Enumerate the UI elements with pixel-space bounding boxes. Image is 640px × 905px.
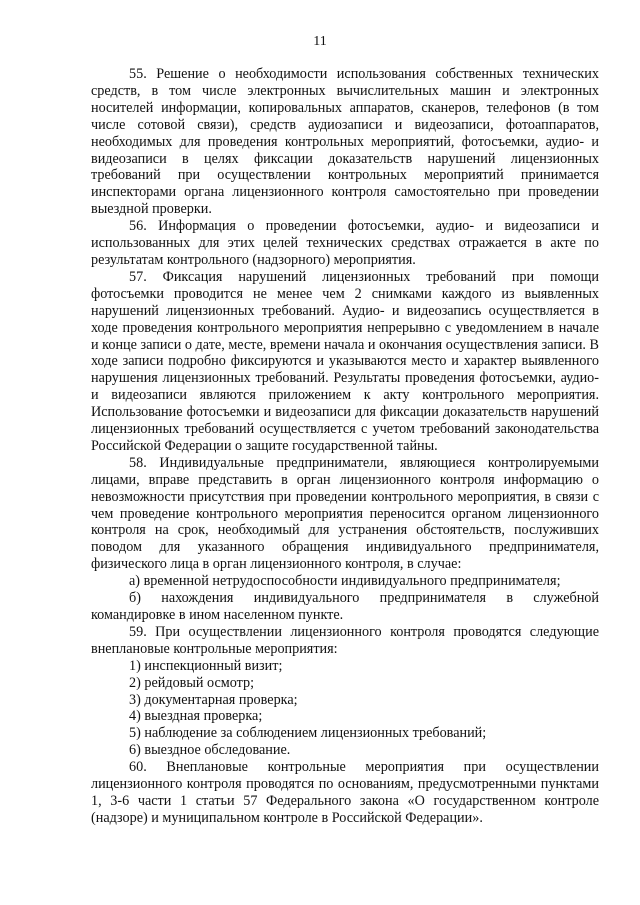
paragraph-59-item-6: 6) выездное обследование. <box>129 742 291 759</box>
paragraph-56: 56. Информация о проведении фотосъемки, аудио- и видеозаписи и использованных для этих целей технических средствах отражается в акте по результатам контрольного (надзорного) мероприятия. <box>91 218 599 268</box>
paragraph-59-item-2: 2) рейдовый осмотр; <box>129 674 255 691</box>
paragraph-59-item-5: 5) наблюдение за соблюдением лицензионных требований; <box>129 725 487 742</box>
page-number: 11 <box>313 34 327 49</box>
paragraph-60: 60. Внеплановые контрольные мероприятия при осуществлении лицензионного контроля проводятся по основаниям, предусмотренными пунктами 1, 3-6 части 1 статьи 57 Федерального закона «О государственном контроле (надзоре) и муниципальном контроле в Российской Федерации». <box>91 759 599 826</box>
paragraph-58-item-b: б) нахождения индивидуального предпринимателя в служебной командировке в ином населенном пункте. <box>91 590 599 623</box>
paragraph-55: 55. Решение о необходимости использования собственных технических средств, в том числе электронных вычислительных машин и электронных носителей информации, копировальных аппаратов, сканеров, телефонов (в том числе сотовой связи), средств аудиозаписи и видеозаписи, фотоаппаратов, необходимых для проведения контрольных мероприятий, фотосъемки, аудио- и видеозаписи в целях фиксации доказательств нарушений лицензионных требований при осуществлении контрольных мероприятий принимается инспекторами органа лицензионного контроля самостоятельно при проведении выездной проверки. <box>91 66 599 218</box>
paragraph-59: 59. При осуществлении лицензионного контроля проводятся следующие внеплановые контрольные мероприятия: <box>91 623 599 657</box>
paragraph-58: 58. Индивидуальные предприниматели, являющиеся контролируемыми лицами, вправе представить в орган лицензионного контроля информацию о невозможности присутствия при проведении контрольного мероприятия, в связи с чем проведение контрольного мероприятия переносится органом лицензионного контроля на срок, необходимый для устранения обстоятельств, послуживших поводом для указанного обращения индивидуального предпринимателя, физического лица в орган лицензионного контроля, в случае: <box>91 454 599 573</box>
paragraph-58-item-a: а) временной нетрудоспособности индивидуального предпринимателя; <box>129 573 561 590</box>
paragraph-57: 57. Фиксация нарушений лицензионных требований при помощи фотосъемки проводится не менее чем 2 снимками каждого из выявленных нарушений лицензионных требований. Аудио- и видеозапись осуществляется в ходе проведения контрольного мероприятия непрерывно с уведомлением в начале и конце записи о дате, месте, времени начала и окончания осуществления записи. В ходе записи подробно фиксируются и указываются место и характер выявленного нарушения лицензионных требований. Результаты проведения фотосъемки, аудио- и видеозаписи являются приложением к акту контрольного мероприятия. Использование фотосъемки и видеозаписи для фиксации доказательств нарушений лицензионных требований осуществляется с учетом требований законодательства Российской Федерации о защите государственной тайны. <box>91 268 599 454</box>
paragraph-59-item-3: 3) документарная проверка; <box>129 691 298 708</box>
paragraph-59-item-1: 1) инспекционный визит; <box>129 657 283 674</box>
document-body <box>91 66 599 827</box>
paragraph-59-item-4: 4) выездная проверка; <box>129 708 263 725</box>
